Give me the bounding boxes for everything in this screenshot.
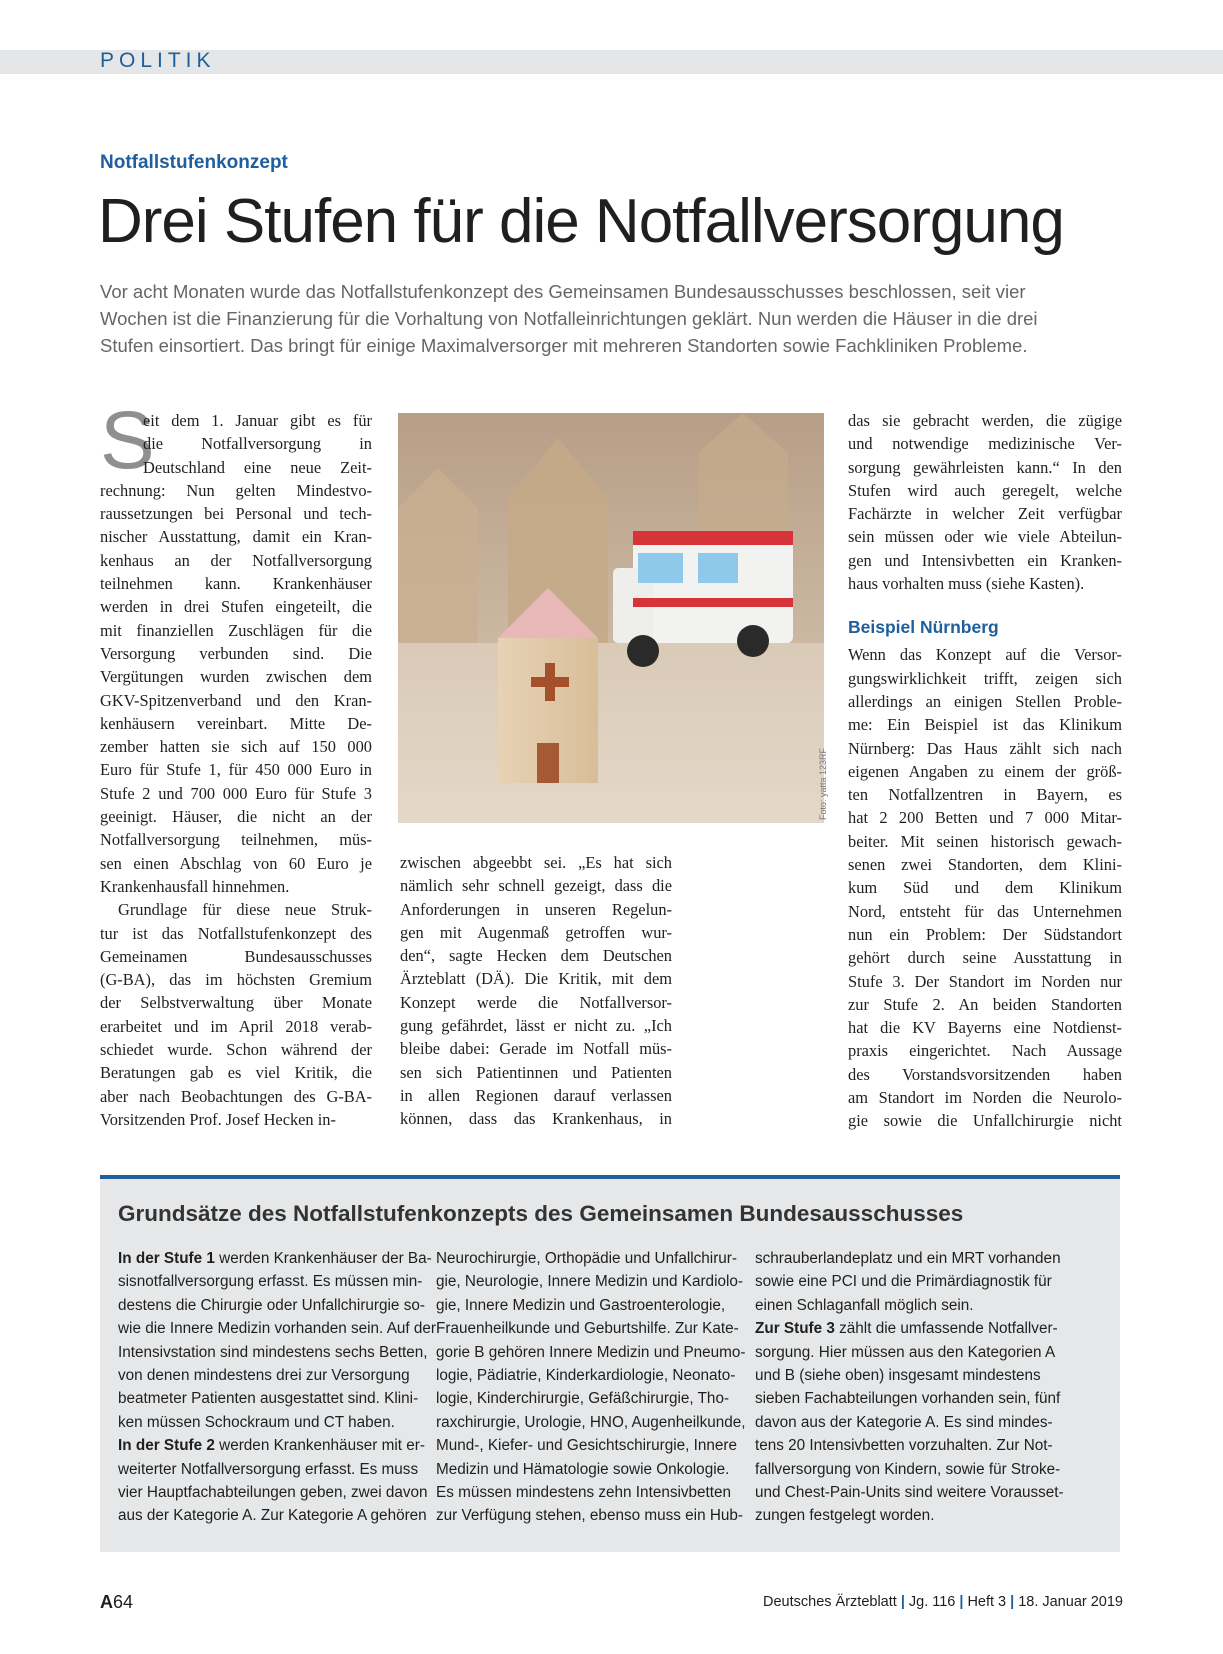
article-column-1 — [100, 409, 372, 1131]
article-line: Anforderungen in unseren Regelun- — [400, 899, 672, 919]
box-line: sisnotfallversorgung erfasst. Es müssen min- — [118, 1273, 423, 1291]
article-line: zember hatten sie sich auf 150 000 — [100, 737, 372, 757]
box-line: sieben Fachabteilungen vorhanden sein, fünf — [755, 1390, 1061, 1408]
article-line: (G-BA), das im höchsten Gremium — [100, 970, 372, 990]
journal-date: 18. Januar 2019 — [1018, 1594, 1123, 1610]
article-line: Wenn das Konzept auf die Versor- — [848, 645, 1122, 665]
article-line: schiedet wurde. Schon während der — [100, 1040, 372, 1060]
box-line: davon aus der Kategorie A. Es sind mindes- — [755, 1413, 1053, 1431]
article-line: am Standort im Norden die Neurolo- — [848, 1088, 1122, 1108]
article-line: sein müssen oder wie viele Abteilun- — [848, 527, 1122, 547]
article-line: sorgung gewährleisten kann.“ In den — [848, 457, 1122, 477]
box-line: tens 20 Intensivbetten vorzuhalten. Zur Not- — [755, 1437, 1053, 1455]
box-line: In der Stufe 2 werden Krankenhäuser mit er- — [118, 1437, 425, 1455]
article-line: erarbeitet und im April 2018 verab- — [100, 1016, 372, 1036]
article-line: bleibe dabei: Gerade im Notfall müs- — [400, 1039, 672, 1059]
article-column-3 — [848, 409, 1122, 1133]
article-subhead: Beispiel Nürnberg — [848, 617, 999, 638]
article-line: gung gefährdet, lässt er nicht zu. „Ich — [400, 1016, 672, 1036]
article-line: nämlich sehr schnell gezeigt, dass die — [400, 876, 672, 896]
box-line: Frauenheilkunde und Geburtshilfe. Zur Kate- — [436, 1320, 739, 1338]
article-line: den“, sagte Hecken dem Deutschen — [400, 946, 672, 966]
info-box-column-3 — [755, 1247, 1064, 1528]
lead-line: Stufen einsortiert. Das bringt für einige Maximalversorger mit mehreren Standorten sowie Fachkliniken Probleme. — [100, 335, 1028, 356]
box-line: In der Stufe 1 werden Krankenhäuser der Ba- — [118, 1250, 432, 1267]
article-line: ten Notfallzentren in Bayern, es — [848, 785, 1122, 805]
article-line: gen und Intensivbetten ein Kranken- — [848, 550, 1122, 570]
box-line: gie, Neurologie, Innere Medizin und Kardiolo- — [436, 1273, 743, 1291]
article-photo — [398, 413, 824, 823]
article-line: gungswirklichkeit trifft, zeigen sich — [848, 668, 1122, 688]
article-line: Beratungen gab es viel Kritik, die — [100, 1063, 372, 1083]
box-line: logie, Pädiatrie, Kinderkardiologie, Neonato- — [436, 1366, 736, 1384]
article-line: Euro für Stufe 1, für 450 000 Euro in — [100, 760, 372, 780]
article-line: gehört durch seine Ausstattung in — [848, 948, 1122, 968]
journal-volume: Jg. 116 — [908, 1594, 956, 1610]
article-line: gie sowie die Unfallchirurgie nicht — [848, 1111, 1122, 1131]
article-line: allerdings an einigen Stellen Proble- — [848, 691, 1122, 711]
article-column-2 — [400, 851, 672, 1131]
photo-illustration-ambulance-and-wooden-house — [398, 413, 824, 823]
box-line: einen Schlaganfall möglich sein. — [755, 1296, 974, 1314]
article-line: haus vorhalten muss (siehe Kasten). — [848, 574, 1085, 594]
box-bold-lead: In der Stufe 1 — [118, 1250, 215, 1267]
lead-line: Wochen ist die Finanzierung für die Vorhaltung von Notfalleinrichtungen geklärt. Nun werden die Häuser in die drei — [100, 308, 1038, 329]
info-box — [100, 1175, 1120, 1552]
info-box-title: Grundsätze des Notfallstufenkonzepts des Gemeinsamen Bundesausschusses — [118, 1201, 964, 1226]
article-line: kenhaus an der Notfallversorgung — [100, 550, 372, 570]
article-line: Nord, entsteht für das Unternehmen — [848, 901, 1122, 921]
article-line: Versorgung verbunden sind. Die — [100, 643, 372, 663]
article-line: die Notfallversorgung in — [143, 434, 372, 454]
article-line: werden in drei Stufen eingeteilt, die — [100, 597, 372, 617]
article-line: Deutschland eine neue Zeit- — [143, 457, 372, 477]
article-line: sen einen Abschlag von 60 Euro je — [100, 853, 372, 873]
article-line: des Vorstandsvorsitzenden haben — [848, 1064, 1122, 1084]
page-number: A64 — [100, 1592, 134, 1612]
article-line: Vergütungen wurden zwischen dem — [100, 667, 372, 687]
box-line: destens die Chirurgie oder Unfallchirurgie so- — [118, 1296, 425, 1314]
box-line: beatmeter Patienten ausgestattet sind. Klini- — [118, 1390, 419, 1408]
article-line: aber nach Beobachtungen des G-BA- — [100, 1086, 372, 1106]
article-line: Stufen wird auch geregelt, welche — [848, 480, 1122, 500]
journal-name: Deutsches Ärzteblatt — [763, 1594, 897, 1610]
article-line: Grundlage für diese neue Struk- — [118, 900, 372, 920]
journal-issue: Heft 3 — [967, 1594, 1007, 1610]
article-line: praxis eingerichtet. Nach Aussage — [848, 1041, 1122, 1061]
box-line: weiterter Notfallversorgung erfasst. Es muss — [118, 1460, 419, 1478]
article-title: Drei Stufen für die Notfallversorgung — [98, 187, 1064, 256]
article-line: und notwendige medizinische Ver- — [848, 434, 1122, 454]
info-box-column-2 — [436, 1247, 746, 1528]
article-kicker: Notfallstufenkonzept — [100, 152, 288, 173]
box-line: und Chest-Pain-Units sind weitere Vorausset- — [755, 1483, 1064, 1501]
article-line: Notfallversorgung teilnehmen, müs- — [100, 830, 372, 850]
article-line: eigenen Angaben zu einem der größ- — [848, 761, 1122, 781]
box-line: Es müssen mindestens zehn Intensivbetten — [436, 1483, 732, 1501]
article-line: Vorsitzenden Prof. Josef Hecken in- — [100, 1109, 336, 1129]
box-line: ken müssen Schockraum und CT haben. — [118, 1413, 395, 1431]
box-line: sorgung. Hier müssen aus den Kategorien A — [755, 1343, 1056, 1361]
article-line: nischer Ausstattung, damit ein Kran- — [100, 527, 372, 547]
article-line: gen mit Augenmaß getroffen wur- — [400, 922, 672, 942]
box-line: Medizin und Hämatologie sowie Onkologie. — [436, 1460, 730, 1478]
box-line: Intensivstation sind mindestens sechs Betten, — [118, 1343, 428, 1361]
box-line: Zur Stufe 3 zählt die umfassende Notfallver- — [755, 1320, 1058, 1338]
article-line: beiter. Mit seinen historisch gewach- — [848, 831, 1122, 851]
article-line: sen sich Patientinnen und Patienten — [400, 1062, 672, 1082]
box-line: sowie eine PCI und die Primärdiagnostik für — [755, 1273, 1052, 1291]
article-line: Fachärzte in welcher Zeit verfügbar — [848, 504, 1122, 524]
box-line: zur Verfügung stehen, ebenso muss ein Hub- — [436, 1507, 743, 1525]
article-line: mit finanziellen Zuschlägen für die — [100, 620, 372, 640]
article-line: senen zwei Standorten, dem Klini- — [848, 855, 1122, 875]
drop-cap: S — [100, 395, 155, 486]
box-line: Neurochirurgie, Orthopädie und Unfallchirur- — [436, 1250, 737, 1267]
article-line: teilnehmen kann. Krankenhäuser — [100, 574, 372, 594]
box-line: logie, Kinderchirurgie, Gefäßchirurgie, Tho- — [436, 1390, 730, 1408]
article-line: tur ist das Notfallstufenkonzept des — [100, 923, 372, 943]
box-line: wie die Innere Medizin vorhanden sein. Auf der — [118, 1320, 437, 1338]
box-line: raxchirurgie, Urologie, HNO, Augenheilkunde, — [436, 1413, 746, 1431]
box-line: zungen festgelegt worden. — [755, 1507, 935, 1525]
publication-info: Deutsches Ärzteblatt | Jg. 116 | Heft 3 | 18. Januar 2019 — [763, 1594, 1123, 1610]
photo-credit: Foto: yatta 123RF — [818, 747, 828, 820]
article-lead — [100, 278, 1120, 359]
article-line: Stufe 3. Der Standort im Norden nur — [848, 971, 1122, 991]
article-line: Nürnberg: Das Haus zählt sich nach — [848, 738, 1122, 758]
article-line: können, dass das Krankenhaus, in — [400, 1109, 672, 1129]
info-box-column-1 — [118, 1247, 436, 1528]
article-line: der Selbstverwaltung über Monate — [100, 993, 372, 1013]
article-line: Ärzteblatt (DÄ). Die Kritik, mit dem — [400, 969, 672, 989]
box-line: aus der Kategorie A. Zur Kategorie A gehören — [118, 1507, 427, 1525]
article-line: rechnung: Nun gelten Mindestvo- — [100, 480, 372, 500]
article-line: hat 2 200 Betten und 7 000 Mitar- — [848, 808, 1122, 828]
box-bold-lead: Zur Stufe 3 — [755, 1320, 835, 1338]
article-line: kenhäusern vereinbart. Mitte De- — [100, 713, 372, 733]
lead-line: Vor acht Monaten wurde das Notfallstufenkonzept des Gemeinsamen Bundesausschusses beschlossen, seit vier — [100, 281, 1026, 302]
article-line: nun ein Problem: Der Südstandort — [848, 924, 1122, 944]
box-line: gorie B gehören Innere Medizin und Pneumo- — [436, 1343, 746, 1361]
article-line: in allen Regionen darauf verlassen — [400, 1085, 672, 1105]
article-line: zur Stufe 2. An beiden Standorten — [848, 994, 1122, 1014]
article-line: kum Süd und dem Klinikum — [848, 878, 1122, 898]
article-line: Stufe 2 und 700 000 Euro für Stufe 3 — [100, 783, 372, 803]
article-line: eit dem 1. Januar gibt es für — [143, 411, 372, 430]
box-line: von denen mindestens drei zur Versorgung — [118, 1366, 410, 1384]
box-bold-lead: In der Stufe 2 — [118, 1437, 215, 1455]
box-line: schrauberlandeplatz und ein MRT vorhanden — [755, 1250, 1061, 1267]
article-line: geeinigt. Häuser, die nicht an der — [100, 807, 372, 827]
article-line: me: Ein Beispiel ist das Klinikum — [848, 715, 1122, 735]
section-label: POLITIK — [100, 49, 216, 72]
article-line: Konzept werde die Notfallversor- — [400, 992, 672, 1012]
article-line: raussetzungen bei Personal und tech- — [100, 504, 372, 524]
article-line: hat die KV Bayerns eine Notdienst- — [848, 1018, 1122, 1038]
box-line: gie, Innere Medizin und Gastroenterologie, — [436, 1296, 726, 1314]
box-line: fallversorgung von Kindern, sowie für Stroke- — [755, 1460, 1061, 1478]
article-line: zwischen abgeebbt sei. „Es hat sich — [400, 853, 672, 872]
article-line: Krankenhausfall hinnehmen. — [100, 876, 290, 896]
box-line: Mund-, Kiefer- und Gesichtschirurgie, Innere — [436, 1437, 737, 1455]
box-line: vier Hauptfachabteilungen geben, zwei davon — [118, 1483, 428, 1501]
article-line: Gemeinamen Bundesausschusses — [100, 946, 372, 966]
box-line: und B (siehe oben) insgesamt mindestens — [755, 1366, 1041, 1384]
article-line: das sie gebracht werden, die zügige — [848, 411, 1122, 430]
article-line: GKV-Spitzenverband und den Kran- — [100, 690, 372, 710]
